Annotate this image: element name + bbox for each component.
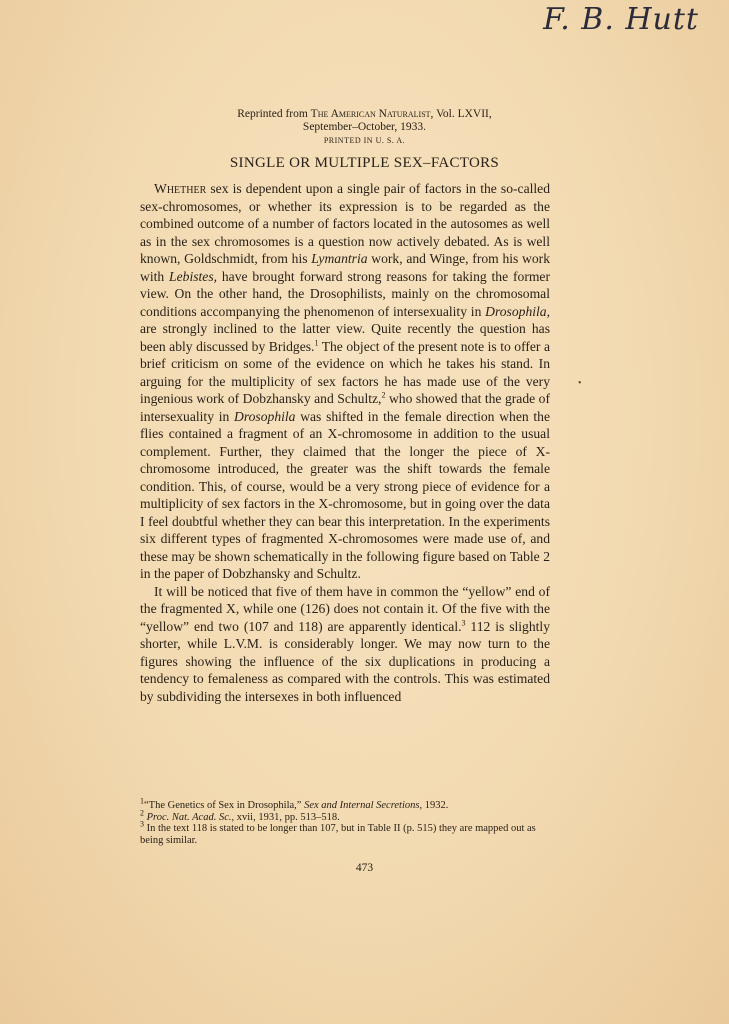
paragraph — [140, 180, 550, 583]
footnote-ref: 2 — [381, 390, 386, 400]
paper-speck: • — [578, 378, 582, 389]
footnote — [140, 819, 550, 846]
footnote — [140, 796, 550, 812]
text-run: sex is dependent upon a single pair of factors in the so-called sex-chromosomes, or whether its expression is to be regarded as the combined outcome of a number of factors located in the autosomes as well as in the sex chromosomes is a question now actively debated. As is well known, Goldschmidt, from his — [140, 181, 550, 266]
italic-text: Lebistes, — [169, 268, 218, 284]
text-run: In the text 118 is stated to be longer than 107, but in Table II (p. 515) they are mapped out as being similar. — [140, 823, 536, 846]
reprint-prefix: Reprinted from — [237, 108, 308, 120]
text-run: 112 is slightly shorter, while L.V.M. is considerably longer. We may now turn to the figures showing the influence of the six duplications in producing a tendency to femaleness as compared with the controls. This was estimated by subdividing the intersexes in both influenced — [140, 618, 550, 704]
text-run: 1932. — [422, 800, 449, 811]
footnote-ref: 1 — [314, 337, 319, 347]
italic-text: Drosophila — [234, 408, 296, 424]
journal-volume: , Vol. LXVII, — [430, 108, 492, 120]
article-title: SINGLE OR MULTIPLE SEX–FACTORS — [229, 155, 500, 171]
article-body — [140, 180, 550, 705]
handwritten-signature: F. B. Hutt — [543, 2, 699, 37]
page-number: 473 — [355, 862, 374, 874]
footnote-ref: 3 — [461, 617, 466, 627]
reprint-line — [0, 108, 729, 121]
italic-text: Sex and Internal Secretions, — [304, 800, 423, 811]
text-run: The object of the present note is to offer a brief criticism on some of the evidence on which he takes his stand. In arguing for the multiplicity of sex factors he has made use of the very ingenious work of Dobzhansky and Schultz, — [140, 338, 550, 406]
italic-text: Proc. Nat. Acad. Sc., — [146, 811, 235, 823]
text-run: are strongly inclined to the latter view. Quite recently the question has been ably discussed by Bridges. — [140, 321, 550, 354]
text-run: work, and Winge, from his work with — [140, 251, 550, 284]
printed-in-usa: PRINTED IN U. S. A. — [323, 136, 406, 145]
text-run: have brought forward strong reasons for taking the former view. On the other hand, the Drosophilists, mainly on the chromosomal conditions accompanying the phenomenon of intersexuality in — [140, 268, 550, 319]
footnotes — [140, 796, 550, 846]
issue-date: September–October, 1933. — [302, 121, 427, 133]
italic-text: Lymantria — [311, 251, 368, 266]
footnote-ref: 2 — [140, 808, 144, 817]
text-run: xvii, 1931, pp. 513–518. — [234, 811, 340, 823]
text-run: was shifted in the female direction when the flies contained a fragment of an X-chromosome in addition to the usual complement. Further, they claimed that the longer the piece of X-chromosome introduced, the greater was the shift towards the female condition. This, of course, would be a very strong piece of evidence for a multiplicity of sex factors in the X-chromosome, but in going over the data I feel doubtful whether they can bear this interpretation. In the experiments six different types of fragmented X-chromosomes were made use of, and these may be shown schematically in the following figure based on Table 2 in the paper of Dobzhansky and Schultz. — [140, 408, 550, 581]
footnote — [140, 808, 550, 824]
footnote-ref: 1 — [140, 796, 144, 806]
reprint-header — [0, 108, 729, 145]
footnote-ref: 3 — [140, 819, 144, 829]
italic-text: Drosophila, — [485, 303, 550, 319]
journal-name: The American Naturalist — [310, 108, 431, 120]
paragraph-lead-word: Whether — [154, 181, 207, 196]
text-run: “The Genetics of Sex in Drosophila,” — [144, 800, 305, 811]
paragraph — [140, 583, 550, 706]
text-run: who showed that the grade of intersexuality in — [140, 391, 551, 424]
text-run: It will be noticed that five of them have in common the “yellow” end of the fragmented X, while one (126) does not contain it. Of the five with the “yellow” end two (107 and 118) are apparently identical. — [140, 583, 550, 634]
